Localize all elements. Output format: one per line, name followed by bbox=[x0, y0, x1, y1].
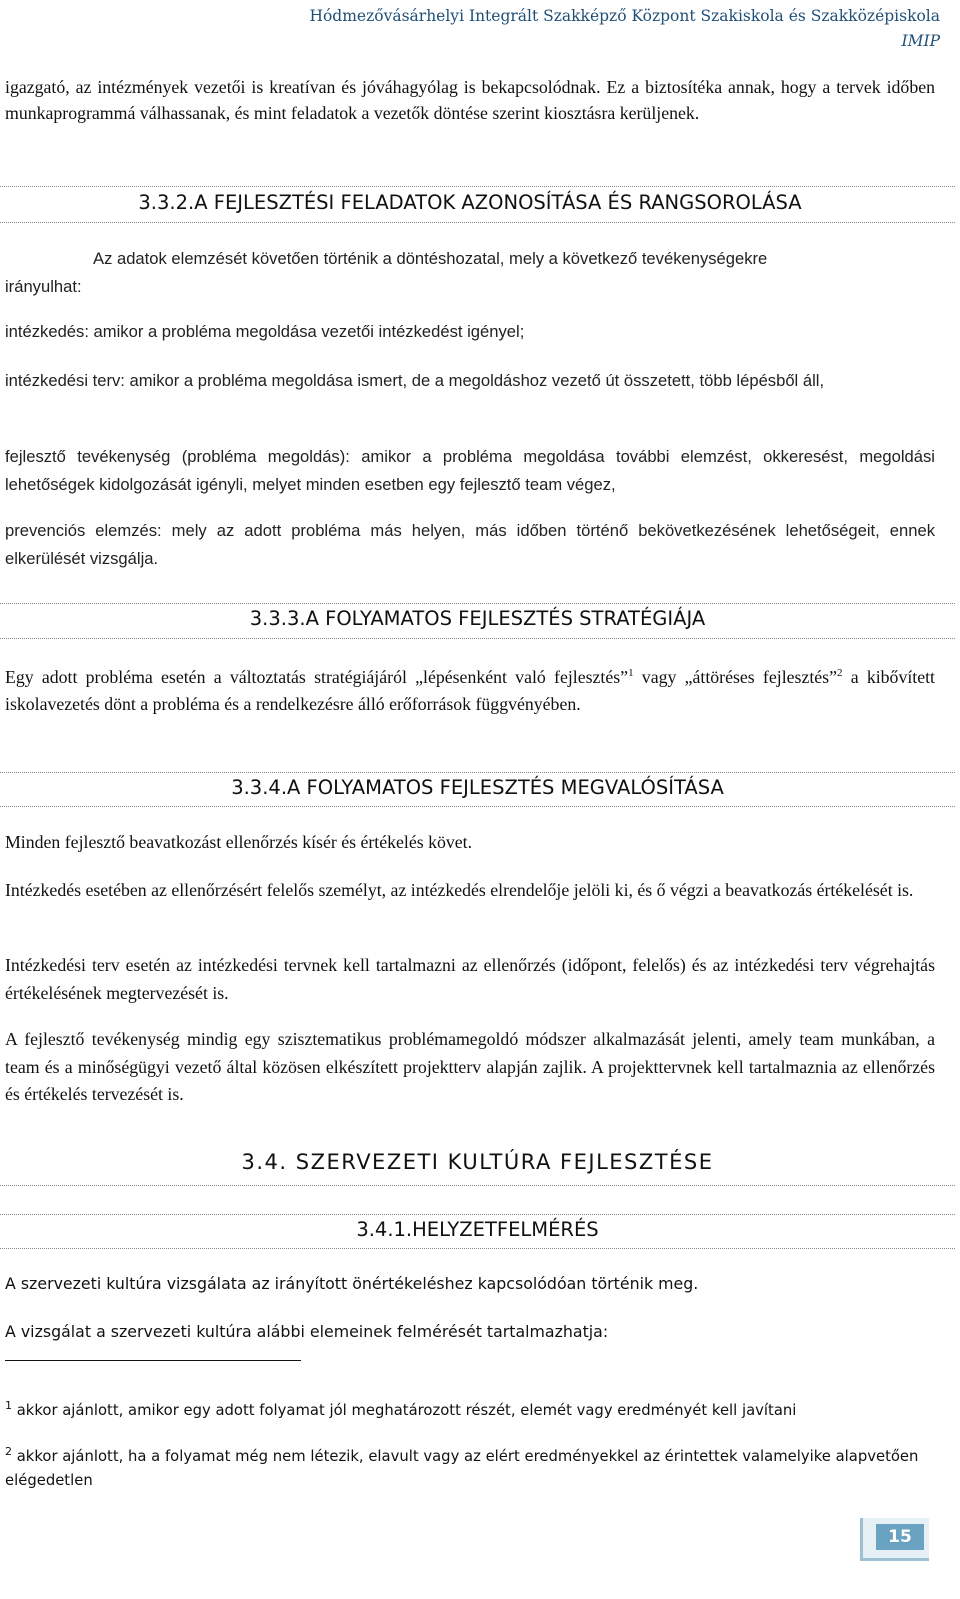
intro-paragraph: igazgató, az intézmények vezetői is kreatívan és jóváhagyólag is bekapcsolódnak. Ez a biztosítéka annak, hogy a tervek időben munkaprogrammá válhassanak, és mint feladatok a vezetők döntése szerint kiosztásra kerüljenek. bbox=[5, 77, 935, 123]
footnote-ref-1[interactable]: 1 bbox=[628, 667, 634, 679]
s333-text-2: vagy „áttöréses fejlesztés” bbox=[633, 666, 837, 687]
header-institution: Hódmezővásárhelyi Integrált Szakképző Központ Szakiskola és Szakközépiskola bbox=[309, 7, 940, 25]
s332-lead-rest: irányulhat: bbox=[5, 276, 82, 296]
page-number: 15 bbox=[876, 1524, 924, 1550]
heading-rule-bottom bbox=[0, 222, 955, 223]
s332-item-2: intézkedési terv: amikor a probléma megoldása ismert, de a megoldáshoz vezető út összetett, több lépésből áll, bbox=[5, 371, 825, 390]
heading-3-4: 3.4. SZERVEZETI KULTÚRA FEJLESZTÉSE bbox=[241, 1150, 714, 1174]
s334-paragraph-1: Minden fejlesztő beavatkozást ellenőrzés kísér és értékelés követ. bbox=[5, 832, 473, 852]
s333-text-1: Egy adott probléma esetén a változtatás stratégiájáról „lépésenként való fejlesztés” bbox=[5, 666, 629, 687]
heading-3-3-4: 3.3.4.A FOLYAMATOS FEJLESZTÉS MEGVALÓSÍTÁSA bbox=[231, 776, 724, 799]
heading-rule-bottom bbox=[0, 1248, 955, 1249]
footnote-ref-2[interactable]: 2 bbox=[836, 667, 843, 679]
s334-paragraph-4: A fejlesztő tevékenység mindig egy szisztematikus problémamegoldó módszer alkalmazását jelenti, amely team munkában, a team és a minőségügyi vezető által közösen elkészített projektterv alapján zajlik. A projekttervnek kell tartalmaznia az ellenőrzés és értékelés tervezését is. bbox=[5, 1029, 935, 1104]
heading-rule-top bbox=[0, 772, 955, 773]
s341-paragraph-2: A vizsgálat a szervezeti kultúra alábbi elemeinek felmérését tartalmazhatja: bbox=[5, 1322, 609, 1341]
s333-text-3: a kibővített iskolavezetés dönt a probléma és a rendelkezésre álló erőforrások függvényében. bbox=[5, 666, 935, 715]
footnote-text: akkor ajánlott, ha a folyamat még nem létezik, elavult vagy az elért eredményekkel az érintettek valamelyike alapvetően elégedetlen bbox=[5, 1447, 919, 1489]
s333-paragraph bbox=[5, 660, 935, 719]
footnote-mark: 2 bbox=[5, 1445, 12, 1458]
s332-lead bbox=[5, 245, 935, 300]
s334-paragraph-3: Intézkedési terv esetén az intézkedési tervnek kell tartalmazni az ellenőrzés (időpont, felelős) és az intézkedési terv végrehajtás értékelésének megtervezését is. bbox=[5, 955, 935, 1003]
footnote-2 bbox=[5, 1440, 950, 1493]
s334-paragraph-2: Intézkedés esetében az ellenőrzésért felelős személyt, az intézkedés elrendelője jelöli ki, és ő végzi a beavatkozás értékelését is. bbox=[5, 880, 914, 900]
footnote-text: akkor ajánlott, amikor egy adott folyamat jól meghatározott részét, elemét vagy eredményét kell javítani bbox=[16, 1401, 797, 1419]
heading-3-3-3: 3.3.3.A FOLYAMATOS FEJLESZTÉS STRATÉGIÁJA bbox=[249, 607, 706, 630]
heading-3-4-1: 3.4.1.HELYZETFELMÉRÉS bbox=[356, 1218, 599, 1241]
heading-rule-top bbox=[0, 1214, 955, 1215]
s332-lead-first-line: Az adatok elemzését követően történik a döntéshozatal, mely a következő tevékenységekre bbox=[93, 249, 768, 268]
heading-3-3-2: 3.3.2.A FEJLESZTÉSI FELADATOK AZONOSÍTÁSA ÉS RANGSOROLÁSA bbox=[138, 191, 802, 214]
footnote-mark: 1 bbox=[5, 1399, 12, 1412]
footnote-separator bbox=[5, 1360, 301, 1361]
heading-rule-top bbox=[0, 603, 955, 604]
heading-rule-bottom bbox=[0, 806, 955, 807]
header-abbrev: IMIP bbox=[901, 32, 940, 50]
s341-paragraph-1: A szervezeti kultúra vizsgálata az irányított önértékeléshez kapcsolódóan történik meg. bbox=[5, 1274, 699, 1293]
heading-rule-bottom bbox=[0, 638, 955, 639]
footnote-1 bbox=[5, 1394, 950, 1423]
s332-item-3: fejlesztő tevékenység (probléma megoldás): amikor a probléma megoldása további elemzést, okkeresést, megoldási lehetőségek kidolgozását igényli, melyet minden esetben egy fejlesztő team végez, bbox=[5, 447, 935, 494]
s332-item-1: intézkedés: amikor a probléma megoldása vezetői intézkedést igényel; bbox=[5, 322, 525, 341]
heading-rule bbox=[0, 1185, 955, 1186]
running-header bbox=[309, 4, 940, 54]
s332-item-4: prevenciós elemzés: mely az adott probléma más helyen, más időben történő bekövetkezésének lehetőségeit, ennek elkerülését vizsgálja. bbox=[5, 521, 935, 568]
heading-rule-top bbox=[0, 186, 955, 187]
